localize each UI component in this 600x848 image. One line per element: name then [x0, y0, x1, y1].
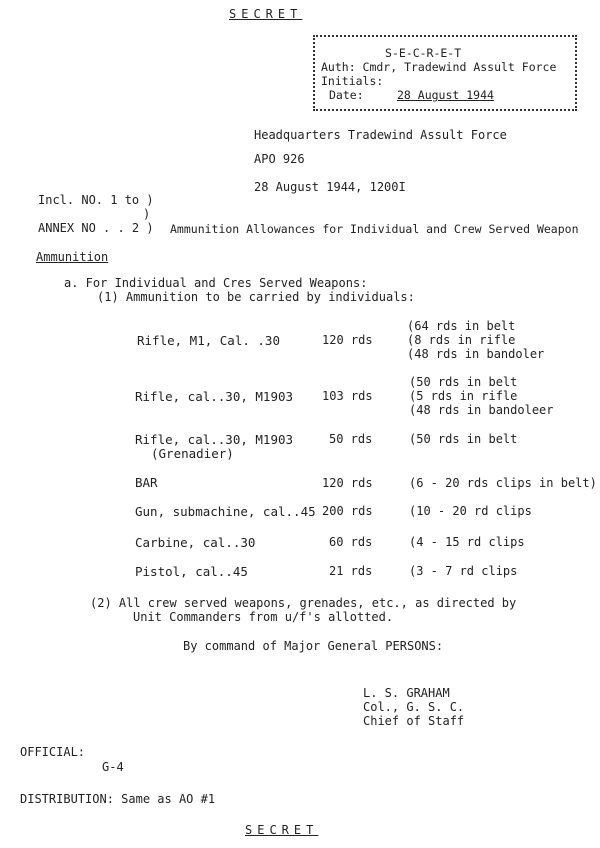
weapon-qty: 21 rds [329, 564, 373, 578]
weapon-note: (4 - 15 rd clips [409, 535, 525, 549]
paragraph-2-line1: (2) All crew served weapons, grenades, etc., as directed by [90, 596, 517, 610]
weapon-note: (3 - 7 rd clips [409, 564, 518, 578]
authorization-box [313, 35, 577, 111]
weapon-note: (64 rds in belt [407, 319, 516, 333]
command-line: By command of Major General PERSONS: [183, 639, 444, 653]
weapon-note: (10 - 20 rd clips [409, 504, 532, 518]
weapon-qty: 103 rds [322, 389, 373, 403]
annex-title: Ammunition Allowances for Individual and Crew Served Weapon [170, 222, 579, 236]
paragraph-1: (1) Ammunition to be carried by individuals: [97, 290, 415, 304]
headquarters-line: Headquarters Tradewind Assult Force [254, 128, 507, 142]
signature-title: Chief of Staff [363, 714, 465, 728]
weapon-note: (8 rds in rifle [407, 333, 516, 347]
weapon-note: (6 - 20 rds clips in belt) [409, 476, 597, 490]
initials-line: Initials: [321, 74, 384, 88]
date-value: 28 August 1944 [397, 88, 494, 102]
weapon-label: Pistol, cal..45 [135, 564, 248, 579]
datetime-line: 28 August 1944, 1200I [254, 180, 406, 194]
weapon-note: (50 rds in belt [409, 432, 518, 446]
weapon-label: Gun, submachine, cal..45 [135, 504, 316, 519]
auth-line: Auth: Cmdr, Tradewind Assult Force [321, 60, 557, 74]
auth-box-title: S-E-C-R-E-T [385, 46, 462, 60]
inclosure-ref: Incl. NO. 1 to ) [38, 193, 154, 207]
section-heading: Ammunition [36, 250, 109, 264]
weapon-note: (48 rds in bandoleer [409, 403, 554, 417]
weapon-sublabel: (Grenadier) [151, 446, 234, 461]
weapon-label: BAR [135, 475, 158, 490]
official-label: OFFICIAL: [20, 745, 86, 759]
weapon-label: Rifle, cal..30, M1903 [135, 432, 294, 447]
weapon-qty: 60 rds [329, 535, 373, 549]
weapon-note: (5 rds in rifle [409, 389, 518, 403]
annex-ref: ANNEX NO . . 2 ) [38, 221, 154, 235]
distribution-line: DISTRIBUTION: Same as AO #1 [20, 792, 216, 806]
weapon-label: Rifle, M1, Cal. .30 [137, 333, 280, 348]
weapon-note: (50 rds in belt [409, 375, 518, 389]
classification-top: SECRET [229, 7, 303, 21]
classification-bottom: SECRET [245, 823, 319, 837]
weapon-note: (48 rds in bandoler [407, 347, 545, 361]
paragraph-a: a. For Individual and Cres Served Weapons: [64, 276, 368, 290]
weapon-label: Carbine, cal..30 [135, 535, 256, 550]
signature-name: L. S. GRAHAM [363, 686, 450, 700]
weapon-qty: 50 rds [329, 432, 373, 446]
ref-brace: ) [143, 207, 151, 221]
weapon-label: Rifle, cal..30, M1903 [135, 389, 294, 404]
g4-label: G-4 [102, 760, 124, 774]
signature-rank: Col., G. S. C. [363, 700, 465, 714]
date-label: Date: [329, 88, 364, 102]
weapon-qty: 200 rds [322, 504, 373, 518]
weapon-qty: 120 rds [322, 476, 373, 490]
weapon-qty: 120 rds [322, 333, 373, 347]
apo-line: APO 926 [254, 152, 305, 166]
paragraph-2-line2: Unit Commanders from u/f's allotted. [133, 610, 394, 624]
